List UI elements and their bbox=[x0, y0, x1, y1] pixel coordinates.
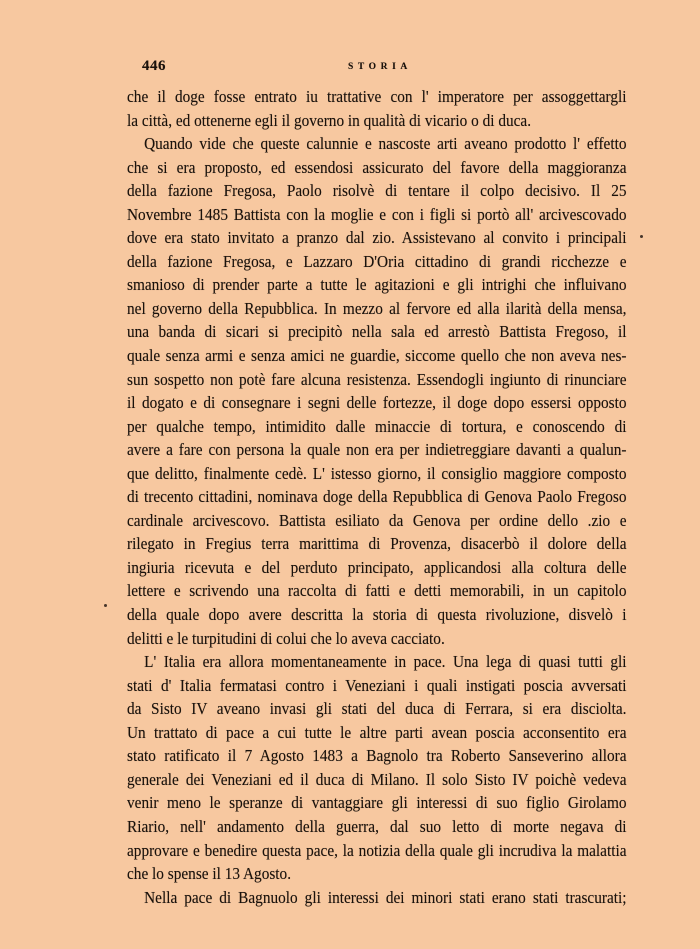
paragraph bbox=[127, 85, 627, 132]
text-line: approvare e benedire questa pace, la notizia della quale gli incrudiva la malattia bbox=[127, 840, 627, 860]
text-line: L' Italia era allora momentaneamente in pace. Una lega di quasi tutti gli bbox=[144, 652, 627, 672]
text-line: lettere e scrivendo una raccolta di fatti e detti memorabili, in un capitolo bbox=[127, 581, 627, 601]
paragraph bbox=[127, 650, 627, 885]
text-line: generale dei Veneziani ed il duca di Milano. Il solo Sisto IV poichè vedeva bbox=[127, 769, 627, 789]
text-line: sun sospetto non potè fare alcuna resistenza. Essendogli ingiunto di rinunciare bbox=[127, 369, 627, 389]
text-line: Quando vide che queste calunnie e nascoste arti aveano prodotto l' effetto bbox=[144, 134, 627, 154]
text-line: Riario, nell' andamento della guerra, dal suo letto di morte negava di bbox=[127, 816, 627, 836]
text-line: che il doge fosse entrato iu trattative con l' imperatore per assoggettargli bbox=[127, 87, 627, 106]
text-line: Novembre 1485 Battista con la moglie e con i figli si portò all' arcivescovado bbox=[127, 204, 627, 224]
scan-speck bbox=[104, 604, 107, 607]
running-title: STORIA bbox=[348, 62, 412, 72]
text-line: quale senza armi e senza amici ne guardie, siccome quello che non aveva nes- bbox=[127, 346, 627, 366]
text-line: per qualche tempo, intimidito dalle minaccie di tortura, e conoscendo di bbox=[127, 416, 627, 436]
paragraph bbox=[127, 132, 627, 650]
body-text bbox=[127, 85, 627, 909]
text-line: di trecento cittadini, nominava doge della Repubblica di Genova Paolo Fregoso bbox=[127, 487, 627, 507]
text-line: nel governo della Repubblica. In mezzo al fervore ed alla ilarità della mensa, bbox=[127, 298, 627, 318]
scan-speck bbox=[640, 235, 643, 238]
text-line: Nella pace di Bagnuolo gli interessi dei minori stati erano stati trascurati; bbox=[144, 887, 627, 907]
paragraph bbox=[127, 886, 627, 910]
text-line: da Sisto IV aveano invasi gli stati del duca di Ferrara, si era disciolta. bbox=[127, 699, 627, 719]
text-line: que delitto, finalmente cedè. L' istesso giorno, il consiglio maggiore composto bbox=[127, 463, 627, 483]
text-line: avere a fare con persona la quale non era per indietreggiare davanti a qualun- bbox=[127, 440, 627, 460]
text-line: della quale dopo avere descritta la storia di questa rivoluzione, disvelò i bbox=[127, 605, 627, 625]
text-line: la città, ed ottenerne egli il governo in qualità di vicario o di duca. bbox=[127, 110, 532, 130]
text-line: smanioso di prender parte a tutte le agitazioni e gli intrighi che influivano bbox=[127, 275, 627, 295]
text-line: stato ratificato il 7 Agosto 1483 a Bagnolo tra Roberto Sanseverino allora bbox=[127, 746, 627, 766]
text-line: che si era proposto, ed essendosi assicurato del favore della maggioranza bbox=[127, 157, 627, 177]
text-line: rilegato in Fregius terra marittima di Provenza, disacerbò il dolore della bbox=[127, 534, 627, 554]
text-line: una banda di sicari si precipitò nella sala ed arrestò Battista Fregoso, il bbox=[127, 322, 627, 342]
text-line: della fazione Fregosa, e Lazzaro D'Oria cittadino di grandi ricchezze e bbox=[127, 251, 627, 271]
text-line: dove era stato invitato a pranzo dal zio. Assistevano al convito i principali bbox=[127, 228, 627, 248]
text-line: ingiuria ricevuta e del perduto principato, applicandosi alla coltura delle bbox=[127, 557, 627, 577]
text-line: della fazione Fregosa, Paolo risolvè di tentare il colpo decisivo. Il 25 bbox=[127, 181, 627, 201]
text-line: Un trattato di pace a cui tutte le altre parti avean poscia acconsentito era bbox=[127, 722, 627, 742]
text-line: che lo spense il 13 Agosto. bbox=[127, 864, 292, 884]
text-line: stati d' Italia fermatasi contro i Veneziani i quali instigati poscia avversati bbox=[127, 675, 627, 695]
page-number: 446 bbox=[142, 58, 166, 74]
text-line: delitti e le turpitudini di colui che lo aveva cacciato. bbox=[127, 628, 445, 648]
text-line: cardinale arcivescovo. Battista esiliato da Genova per ordine dello .zio e bbox=[127, 510, 627, 530]
text-line: venir meno le speranze di vantaggiare gli interessi di suo figlio Girolamo bbox=[127, 793, 627, 813]
text-line: il dogato e di consegnare i segni delle fortezze, il doge dopo essersi opposto bbox=[127, 393, 627, 413]
